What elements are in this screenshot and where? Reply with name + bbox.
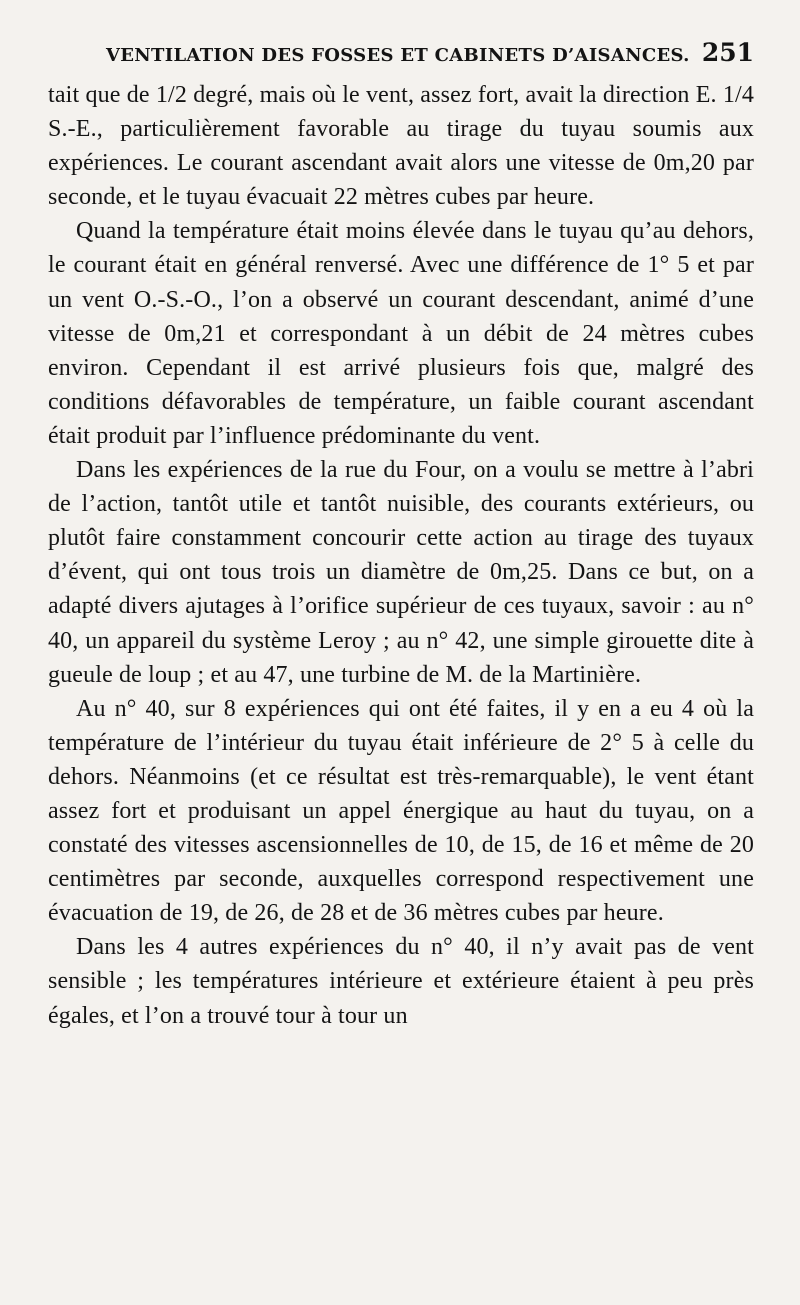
running-head [48,38,754,78]
running-head-title: VENTILATION DES FOSSES ET CABINETS D’AISANCES. [106,45,690,66]
page-number: 251 [701,38,754,67]
body-text [48,78,754,1033]
paragraph: Dans les 4 autres expériences du n° 40, il n’y avait pas de vent sensible ; les températures intérieure et extérieure étaient à peu près égales, et l’on a trouvé tour à tour un [48,934,754,1029]
paragraph: Dans les expériences de la rue du Four, on a voulu se mettre à l’abri de l’action, tantôt utile et tantôt nuisible, des courants extérieurs, ou plutôt faire constamment concourir cette action au tirage des tuyaux d’évent, qui ont tous trois un diamètre de 0m,25. Dans ce but, on a adapté divers ajutages à l’orifice supérieur de ces tuyaux, savoir : au n° 40, un appareil du système Leroy ; au n° 42, une simple girouette dite à gueule de loup ; et au 47, une turbine de M. de la Martinière. [48,457,754,688]
paragraph: Au n° 40, sur 8 expériences qui ont été faites, il y en a eu 4 où la température de l’intérieur du tuyau était inférieure de 2° 5 à celle du dehors. Néanmoins (et ce résultat est très-remarquable), le vent étant assez fort et produisant un appel énergique au haut du tuyau, on a constaté des vitesses ascensionnelles de 10, de 15, de 16 et même de 20 centimètres par seconde, auxquelles correspond respectivement une évacuation de 19, de 26, de 28 et de 36 mètres cubes par heure. [48,695,754,927]
paragraph-continued: tait que de 1/2 degré, mais où le vent, assez fort, avait la direction E. 1/4 S.-E., particulièrement favorable au tirage du tuyau soumis aux expériences. Le courant ascendant avait alors une vitesse de 0m,20 par seconde, et le tuyau évacuait 22 mètres cubes par heure. [48,82,754,211]
paragraph: Quand la température était moins élevée dans le tuyau qu’au dehors, le courant était en général renversé. Avec une différence de 1° 5 et par un vent O.-S.-O., l’on a observé un courant descendant, animé d’une vitesse de 0m,21 et correspondant à un débit de 24 mètres cubes environ. Cependant il est arrivé plusieurs fois que, malgré des conditions défavorables de température, un faible courant ascendant était produit par l’influence prédominante du vent. [48,218,754,449]
